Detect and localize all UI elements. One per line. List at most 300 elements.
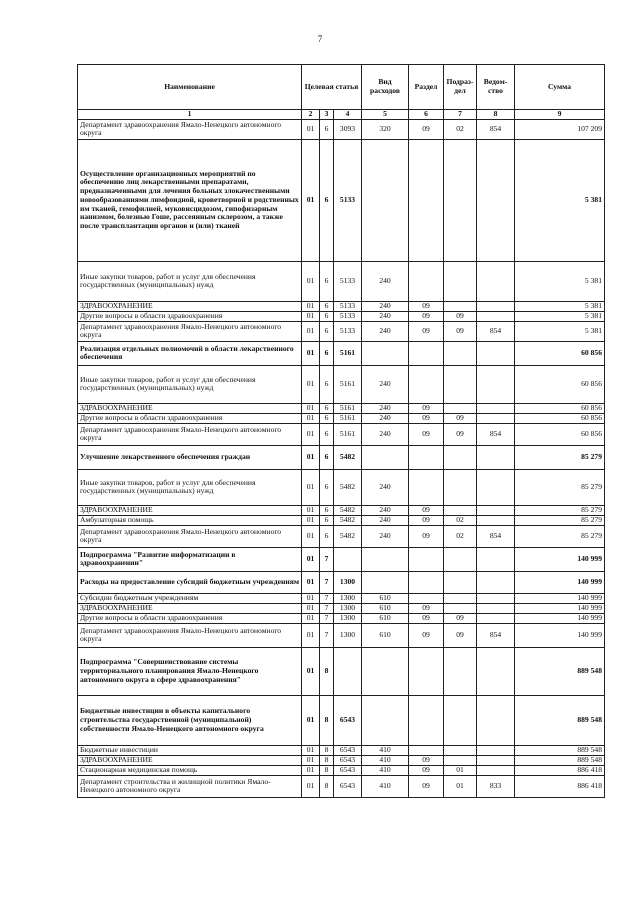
cell-department	[477, 745, 515, 755]
cell-target-subprogram: 6	[320, 321, 334, 341]
cell-subsection	[444, 603, 477, 613]
cell-target-item: 5161	[334, 403, 362, 413]
cell-department	[477, 571, 515, 593]
cell-sum: 5 381	[515, 139, 605, 261]
cell-target-subprogram: 6	[320, 445, 334, 469]
cell-expense-type: 410	[362, 765, 409, 775]
cell-section: 09	[409, 765, 444, 775]
cell-sum: 889 548	[515, 755, 605, 765]
cell-sum: 886 418	[515, 765, 605, 775]
cell-department	[477, 765, 515, 775]
cell-name: ЗДРАВООХРАНЕНИЕ	[78, 301, 302, 311]
cell-department	[477, 445, 515, 469]
cell-department: 854	[477, 321, 515, 341]
cell-target-program: 01	[302, 623, 320, 647]
cell-expense-type: 240	[362, 321, 409, 341]
cell-subsection: 09	[444, 413, 477, 423]
table-row	[78, 571, 605, 593]
cell-name: Амбулаторная помощь	[78, 515, 302, 525]
cell-sum: 85 279	[515, 505, 605, 515]
cell-target-program: 01	[302, 445, 320, 469]
cell-expense-type: 240	[362, 365, 409, 403]
cell-target-item: 6543	[334, 765, 362, 775]
cell-section: 09	[409, 119, 444, 139]
cell-subsection	[444, 403, 477, 413]
cell-target-program: 01	[302, 321, 320, 341]
cell-department: 854	[477, 623, 515, 647]
cell-sum: 60 856	[515, 403, 605, 413]
cell-section	[409, 365, 444, 403]
cell-department	[477, 755, 515, 765]
cell-section: 09	[409, 311, 444, 321]
table-row	[78, 403, 605, 413]
cell-name: Подпрограмма "Совершенствование системы территориального планирования Ямало-Ненецкого автономного округа в сфере здравоохранения"	[78, 647, 302, 695]
cell-target-program: 01	[302, 745, 320, 755]
cell-target-subprogram: 6	[320, 365, 334, 403]
cell-name: ЗДРАВООХРАНЕНИЕ	[78, 603, 302, 613]
cell-department: 833	[477, 775, 515, 797]
table-row	[78, 755, 605, 765]
cell-name: Бюджетные инвестиции в объекты капитального строительства государственной (муниципальной) собственности Ямало-Ненецкого автономного округа	[78, 695, 302, 745]
cell-expense-type: 320	[362, 119, 409, 139]
column-number: 1	[78, 110, 302, 120]
table-row	[78, 765, 605, 775]
cell-subsection	[444, 547, 477, 571]
cell-target-subprogram: 8	[320, 755, 334, 765]
cell-section: 09	[409, 613, 444, 623]
table-row	[78, 647, 605, 695]
cell-sum: 85 279	[515, 525, 605, 547]
cell-name: Подпрограмма "Развитие информатизации в здравоохранении"	[78, 547, 302, 571]
cell-department	[477, 469, 515, 505]
cell-target-subprogram: 6	[320, 515, 334, 525]
cell-name: Департамент здравоохранения Ямало-Ненецкого автономного округа	[78, 623, 302, 647]
cell-subsection	[444, 647, 477, 695]
cell-target-subprogram: 6	[320, 413, 334, 423]
cell-target-subprogram: 8	[320, 695, 334, 745]
cell-sum: 5 381	[515, 311, 605, 321]
header-razdel: Раздел	[409, 65, 444, 110]
cell-target-item: 5133	[334, 139, 362, 261]
table-row	[78, 301, 605, 311]
cell-sum: 85 279	[515, 445, 605, 469]
cell-section	[409, 469, 444, 505]
cell-subsection	[444, 745, 477, 755]
cell-sum: 85 279	[515, 469, 605, 505]
table-row	[78, 365, 605, 403]
cell-target-item: 5133	[334, 321, 362, 341]
cell-expense-type	[362, 341, 409, 365]
table-body	[78, 119, 605, 797]
cell-subsection: 01	[444, 775, 477, 797]
cell-target-subprogram: 6	[320, 261, 334, 301]
cell-name: Иные закупки товаров, работ и услуг для обеспечения государственных (муниципальных) нужд	[78, 365, 302, 403]
cell-name: Бюджетные инвестиции	[78, 745, 302, 755]
cell-target-program: 01	[302, 525, 320, 547]
cell-target-subprogram: 7	[320, 623, 334, 647]
cell-name: Иные закупки товаров, работ и услуг для обеспечения государственных (муниципальных) нужд	[78, 261, 302, 301]
cell-section: 09	[409, 505, 444, 515]
cell-target-item: 5133	[334, 311, 362, 321]
cell-subsection	[444, 469, 477, 505]
cell-target-subprogram: 6	[320, 139, 334, 261]
cell-department	[477, 547, 515, 571]
cell-section: 09	[409, 525, 444, 547]
cell-subsection	[444, 261, 477, 301]
cell-target-program: 01	[302, 571, 320, 593]
cell-target-program: 01	[302, 515, 320, 525]
cell-section: 09	[409, 403, 444, 413]
cell-sum: 85 279	[515, 515, 605, 525]
cell-section: 09	[409, 423, 444, 445]
cell-department	[477, 647, 515, 695]
cell-department: 854	[477, 423, 515, 445]
cell-sum: 140 999	[515, 571, 605, 593]
cell-expense-type: 240	[362, 423, 409, 445]
cell-expense-type: 410	[362, 775, 409, 797]
header-name: Наименование	[78, 65, 302, 110]
cell-expense-type: 610	[362, 593, 409, 603]
header-target: Целевая статья	[302, 65, 362, 110]
cell-sum: 140 999	[515, 613, 605, 623]
cell-target-program: 01	[302, 765, 320, 775]
table-row	[78, 469, 605, 505]
cell-name: Стационарная медицинская помощь	[78, 765, 302, 775]
cell-section: 09	[409, 775, 444, 797]
cell-department	[477, 341, 515, 365]
cell-target-subprogram: 6	[320, 423, 334, 445]
cell-target-program: 01	[302, 775, 320, 797]
table-row	[78, 623, 605, 647]
cell-subsection: 09	[444, 423, 477, 445]
cell-section	[409, 547, 444, 571]
cell-department	[477, 301, 515, 311]
cell-department	[477, 139, 515, 261]
cell-name: Иные закупки товаров, работ и услуг для обеспечения государственных (муниципальных) нужд	[78, 469, 302, 505]
cell-section	[409, 695, 444, 745]
column-number: 5	[362, 110, 409, 120]
table-row	[78, 515, 605, 525]
cell-expense-type	[362, 647, 409, 695]
cell-target-item: 5161	[334, 341, 362, 365]
cell-target-item: 6543	[334, 745, 362, 755]
cell-subsection: 09	[444, 623, 477, 647]
column-number-row	[78, 110, 605, 120]
cell-name: Улучшение лекарственного обеспечения граждан	[78, 445, 302, 469]
cell-subsection	[444, 301, 477, 311]
cell-subsection	[444, 445, 477, 469]
cell-name: Осуществление организационных мероприятий по обеспечению лиц лекарственными препаратами, предназначенными для лечения больных злокачественными новообразованиями лимфоидной, кроветворной и родственных им тканей, гемофилией, муковисцидозом, гипофизарным нанизмом, болезнью Гоше, рассеянным склерозом, а также после трансплантации органов и (или) тканей	[78, 139, 302, 261]
cell-name: Расходы на предоставление субсидий бюджетным учреждениям	[78, 571, 302, 593]
cell-sum: 60 856	[515, 341, 605, 365]
cell-target-item: 6543	[334, 695, 362, 745]
cell-expense-type: 240	[362, 505, 409, 515]
cell-target-program: 01	[302, 603, 320, 613]
cell-sum: 140 999	[515, 593, 605, 603]
cell-target-subprogram: 7	[320, 547, 334, 571]
cell-section: 09	[409, 321, 444, 341]
header-row	[78, 65, 605, 110]
cell-expense-type: 410	[362, 745, 409, 755]
cell-target-subprogram: 8	[320, 775, 334, 797]
cell-expense-type	[362, 445, 409, 469]
cell-target-program: 01	[302, 547, 320, 571]
cell-expense-type: 240	[362, 515, 409, 525]
cell-expense-type: 610	[362, 603, 409, 613]
cell-subsection	[444, 505, 477, 515]
header-vedomstvo: Ведом-ство	[477, 65, 515, 110]
cell-target-program: 01	[302, 139, 320, 261]
column-number: 7	[444, 110, 477, 120]
cell-sum: 60 856	[515, 413, 605, 423]
cell-section: 09	[409, 515, 444, 525]
table-row	[78, 547, 605, 571]
cell-target-program: 01	[302, 311, 320, 321]
cell-target-subprogram: 8	[320, 647, 334, 695]
cell-name: Департамент здравоохранения Ямало-Ненецкого автономного округа	[78, 119, 302, 139]
cell-name: Департамент здравоохранения Ямало-Ненецкого автономного округа	[78, 321, 302, 341]
cell-target-program: 01	[302, 301, 320, 311]
cell-expense-type: 610	[362, 613, 409, 623]
header-summa: Сумма	[515, 65, 605, 110]
cell-subsection: 02	[444, 525, 477, 547]
cell-expense-type: 240	[362, 311, 409, 321]
cell-name: ЗДРАВООХРАНЕНИЕ	[78, 505, 302, 515]
cell-section	[409, 445, 444, 469]
cell-target-item: 5482	[334, 505, 362, 515]
cell-target-program: 01	[302, 403, 320, 413]
cell-target-item: 1300	[334, 603, 362, 613]
cell-target-subprogram: 7	[320, 603, 334, 613]
cell-target-subprogram: 8	[320, 745, 334, 755]
table-row	[78, 321, 605, 341]
table-row	[78, 525, 605, 547]
cell-expense-type	[362, 547, 409, 571]
cell-name: Субсидии бюджетным учреждениям	[78, 593, 302, 603]
cell-subsection: 02	[444, 119, 477, 139]
cell-sum: 107 209	[515, 119, 605, 139]
cell-target-item: 1300	[334, 623, 362, 647]
cell-expense-type: 240	[362, 403, 409, 413]
cell-target-subprogram: 7	[320, 613, 334, 623]
cell-subsection	[444, 755, 477, 765]
cell-department	[477, 505, 515, 515]
cell-subsection	[444, 695, 477, 745]
cell-subsection: 09	[444, 613, 477, 623]
cell-target-program: 01	[302, 413, 320, 423]
cell-section	[409, 341, 444, 365]
cell-target-program: 01	[302, 647, 320, 695]
cell-subsection	[444, 365, 477, 403]
cell-subsection: 02	[444, 515, 477, 525]
cell-section	[409, 571, 444, 593]
cell-subsection	[444, 341, 477, 365]
cell-department: 854	[477, 119, 515, 139]
cell-target-program: 01	[302, 469, 320, 505]
cell-department: 854	[477, 525, 515, 547]
cell-target-item: 5133	[334, 261, 362, 301]
cell-section	[409, 593, 444, 603]
cell-target-program: 01	[302, 755, 320, 765]
cell-target-item: 5161	[334, 423, 362, 445]
cell-department	[477, 593, 515, 603]
cell-sum: 140 999	[515, 623, 605, 647]
header-vid: Вид расходов	[362, 65, 409, 110]
cell-target-item	[334, 547, 362, 571]
cell-target-program: 01	[302, 341, 320, 365]
cell-target-item: 6543	[334, 755, 362, 765]
cell-sum: 140 999	[515, 603, 605, 613]
cell-expense-type: 240	[362, 261, 409, 301]
cell-target-subprogram: 6	[320, 469, 334, 505]
cell-name: ЗДРАВООХРАНЕНИЕ	[78, 755, 302, 765]
cell-expense-type: 610	[362, 623, 409, 647]
cell-target-item: 5482	[334, 445, 362, 469]
cell-expense-type	[362, 695, 409, 745]
cell-target-program: 01	[302, 261, 320, 301]
cell-sum: 886 418	[515, 775, 605, 797]
table-row	[78, 613, 605, 623]
column-number: 2	[302, 110, 320, 120]
cell-target-program: 01	[302, 365, 320, 403]
cell-sum: 5 381	[515, 321, 605, 341]
cell-expense-type: 240	[362, 413, 409, 423]
cell-section: 09	[409, 301, 444, 311]
cell-target-item	[334, 647, 362, 695]
cell-sum: 60 856	[515, 365, 605, 403]
cell-expense-type: 240	[362, 525, 409, 547]
cell-subsection: 01	[444, 765, 477, 775]
cell-target-item: 5482	[334, 515, 362, 525]
cell-target-program: 01	[302, 423, 320, 445]
cell-section: 09	[409, 755, 444, 765]
cell-name: Департамент здравоохранения Ямало-Ненецкого автономного округа	[78, 423, 302, 445]
column-number: 9	[515, 110, 605, 120]
cell-expense-type: 240	[362, 301, 409, 311]
cell-department	[477, 413, 515, 423]
cell-target-item: 3093	[334, 119, 362, 139]
cell-target-subprogram: 6	[320, 341, 334, 365]
cell-section: 09	[409, 623, 444, 647]
cell-section: 09	[409, 413, 444, 423]
cell-target-item: 5482	[334, 525, 362, 547]
cell-sum: 60 856	[515, 423, 605, 445]
cell-target-item: 5482	[334, 469, 362, 505]
table-row	[78, 593, 605, 603]
cell-name: Департамент здравоохранения Ямало-Ненецкого автономного округа	[78, 525, 302, 547]
cell-sum: 140 999	[515, 547, 605, 571]
cell-target-subprogram: 6	[320, 119, 334, 139]
cell-target-subprogram: 6	[320, 505, 334, 515]
cell-department	[477, 311, 515, 321]
cell-department	[477, 695, 515, 745]
column-number: 4	[334, 110, 362, 120]
cell-target-program: 01	[302, 593, 320, 603]
cell-target-item: 1300	[334, 571, 362, 593]
column-number: 8	[477, 110, 515, 120]
table-row	[78, 261, 605, 301]
cell-department	[477, 515, 515, 525]
table-row	[78, 413, 605, 423]
table-row	[78, 695, 605, 745]
table-row	[78, 775, 605, 797]
cell-section	[409, 745, 444, 755]
cell-target-item: 5161	[334, 413, 362, 423]
table-row	[78, 341, 605, 365]
cell-section	[409, 647, 444, 695]
table-row	[78, 505, 605, 515]
column-number: 6	[409, 110, 444, 120]
cell-subsection	[444, 571, 477, 593]
cell-name: Реализация отдельных полномочий в области лекарственного обеспечения	[78, 341, 302, 365]
cell-target-item: 1300	[334, 593, 362, 603]
table-row	[78, 311, 605, 321]
table-row	[78, 119, 605, 139]
cell-target-item: 5133	[334, 301, 362, 311]
cell-section	[409, 139, 444, 261]
cell-target-subprogram: 6	[320, 403, 334, 413]
header-podrazdel: Подраз-дел	[444, 65, 477, 110]
cell-target-program: 01	[302, 695, 320, 745]
cell-target-program: 01	[302, 505, 320, 515]
cell-target-item: 5161	[334, 365, 362, 403]
cell-target-subprogram: 8	[320, 765, 334, 775]
cell-name: Департамент строительства и жилищной политики Ямало-Ненецкого автономного округа	[78, 775, 302, 797]
table-row	[78, 139, 605, 261]
cell-sum: 889 548	[515, 745, 605, 755]
cell-expense-type	[362, 139, 409, 261]
cell-target-subprogram: 7	[320, 593, 334, 603]
cell-sum: 5 381	[515, 301, 605, 311]
cell-name: ЗДРАВООХРАНЕНИЕ	[78, 403, 302, 413]
cell-department	[477, 603, 515, 613]
cell-target-subprogram: 7	[320, 571, 334, 593]
table-row	[78, 603, 605, 613]
cell-target-program: 01	[302, 613, 320, 623]
cell-expense-type: 410	[362, 755, 409, 765]
cell-name: Другие вопросы в области здравоохранения	[78, 413, 302, 423]
cell-name: Другие вопросы в области здравоохранения	[78, 311, 302, 321]
page-number: 7	[317, 34, 323, 44]
cell-target-item: 6543	[334, 775, 362, 797]
cell-sum: 889 548	[515, 695, 605, 745]
cell-subsection: 09	[444, 311, 477, 321]
cell-target-program: 01	[302, 119, 320, 139]
cell-department	[477, 403, 515, 413]
cell-section: 09	[409, 603, 444, 613]
cell-section	[409, 261, 444, 301]
cell-target-item: 1300	[334, 613, 362, 623]
cell-target-subprogram: 6	[320, 311, 334, 321]
cell-subsection	[444, 139, 477, 261]
budget-table	[77, 64, 605, 798]
cell-expense-type	[362, 571, 409, 593]
cell-target-subprogram: 6	[320, 301, 334, 311]
cell-name: Другие вопросы в области здравоохранения	[78, 613, 302, 623]
cell-department	[477, 613, 515, 623]
cell-sum: 889 548	[515, 647, 605, 695]
cell-expense-type: 240	[362, 469, 409, 505]
table-row	[78, 745, 605, 755]
table-row	[78, 423, 605, 445]
cell-subsection	[444, 593, 477, 603]
cell-department	[477, 365, 515, 403]
cell-target-subprogram: 6	[320, 525, 334, 547]
table-row	[78, 445, 605, 469]
cell-department	[477, 261, 515, 301]
column-number: 3	[320, 110, 334, 120]
cell-subsection: 09	[444, 321, 477, 341]
